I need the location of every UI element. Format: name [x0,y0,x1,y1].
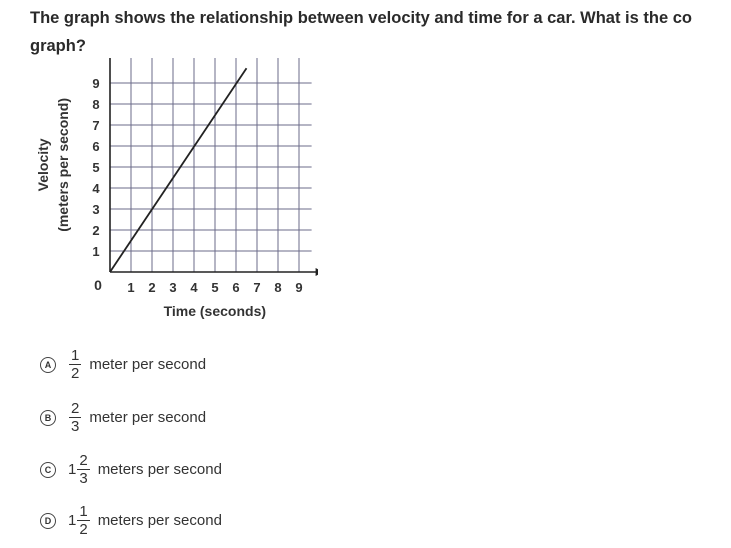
x-tick-label: 9 [295,280,303,295]
question-line-1: The graph shows the relationship between velocity and time for a car. What is the co [30,9,692,27]
choice-a-letter: A [40,357,56,373]
choice-c[interactable] [40,452,222,487]
choice-d-whole: 1 [68,512,77,529]
y-tick-label: 9 [92,76,100,91]
y-tick-label: 5 [92,160,100,175]
x-tick-label: 6 [232,280,240,295]
y-tick-label: 7 [92,118,100,133]
origin-label: 0 [94,277,102,293]
y-tick-label: 4 [92,181,100,196]
choice-b[interactable] [40,400,206,435]
choice-c-letter: C [40,462,56,478]
y-tick-label: 8 [92,97,100,112]
y-axis-title-line2: (meters per second) [55,97,71,232]
question-line-2: graph? [30,37,86,55]
x-axis-title: Time (seconds) [163,303,267,319]
question-text [30,4,730,60]
x-tick-label: 2 [148,280,156,295]
choice-a-denominator: 2 [71,365,80,382]
x-tick-label: 3 [169,280,177,295]
choice-a-numerator: 1 [71,347,80,364]
y-tick-label: 2 [92,223,100,238]
choice-c-denominator: 3 [79,470,88,487]
choice-d-letter: D [40,513,56,529]
x-tick-label: 7 [253,280,261,295]
x-tick-label: 4 [190,280,198,295]
choice-b-denominator: 3 [71,418,80,435]
velocity-line [110,68,247,272]
choice-c-fraction [77,452,89,487]
choice-b-numerator: 2 [71,400,80,417]
choice-a-unit: meter per second [89,356,207,373]
choice-d-numerator: 1 [79,503,88,520]
x-tick-label: 1 [127,280,135,295]
choice-b-unit: meter per second [89,409,207,426]
y-tick-label: 3 [92,202,100,217]
choice-b-fraction [69,400,81,435]
choice-d-fraction [77,503,89,538]
y-tick-label: 1 [92,244,100,259]
choice-c-numerator: 2 [79,452,88,469]
x-tick-label: 5 [211,280,219,295]
choice-a-fraction [69,347,81,382]
choice-d[interactable] [40,503,222,538]
y-tick-label: 6 [92,139,100,154]
velocity-time-chart [28,58,318,333]
choice-d-unit: meters per second [97,512,222,529]
choice-c-unit: meters per second [97,461,222,478]
choice-d-denominator: 2 [79,521,88,538]
choice-b-letter: B [40,410,56,426]
y-axis-title-line1: Velocity [35,138,51,192]
x-tick-label: 8 [274,280,282,295]
choice-a[interactable] [40,347,206,382]
choice-c-whole: 1 [68,461,77,478]
x-axis-arrow [316,268,318,276]
